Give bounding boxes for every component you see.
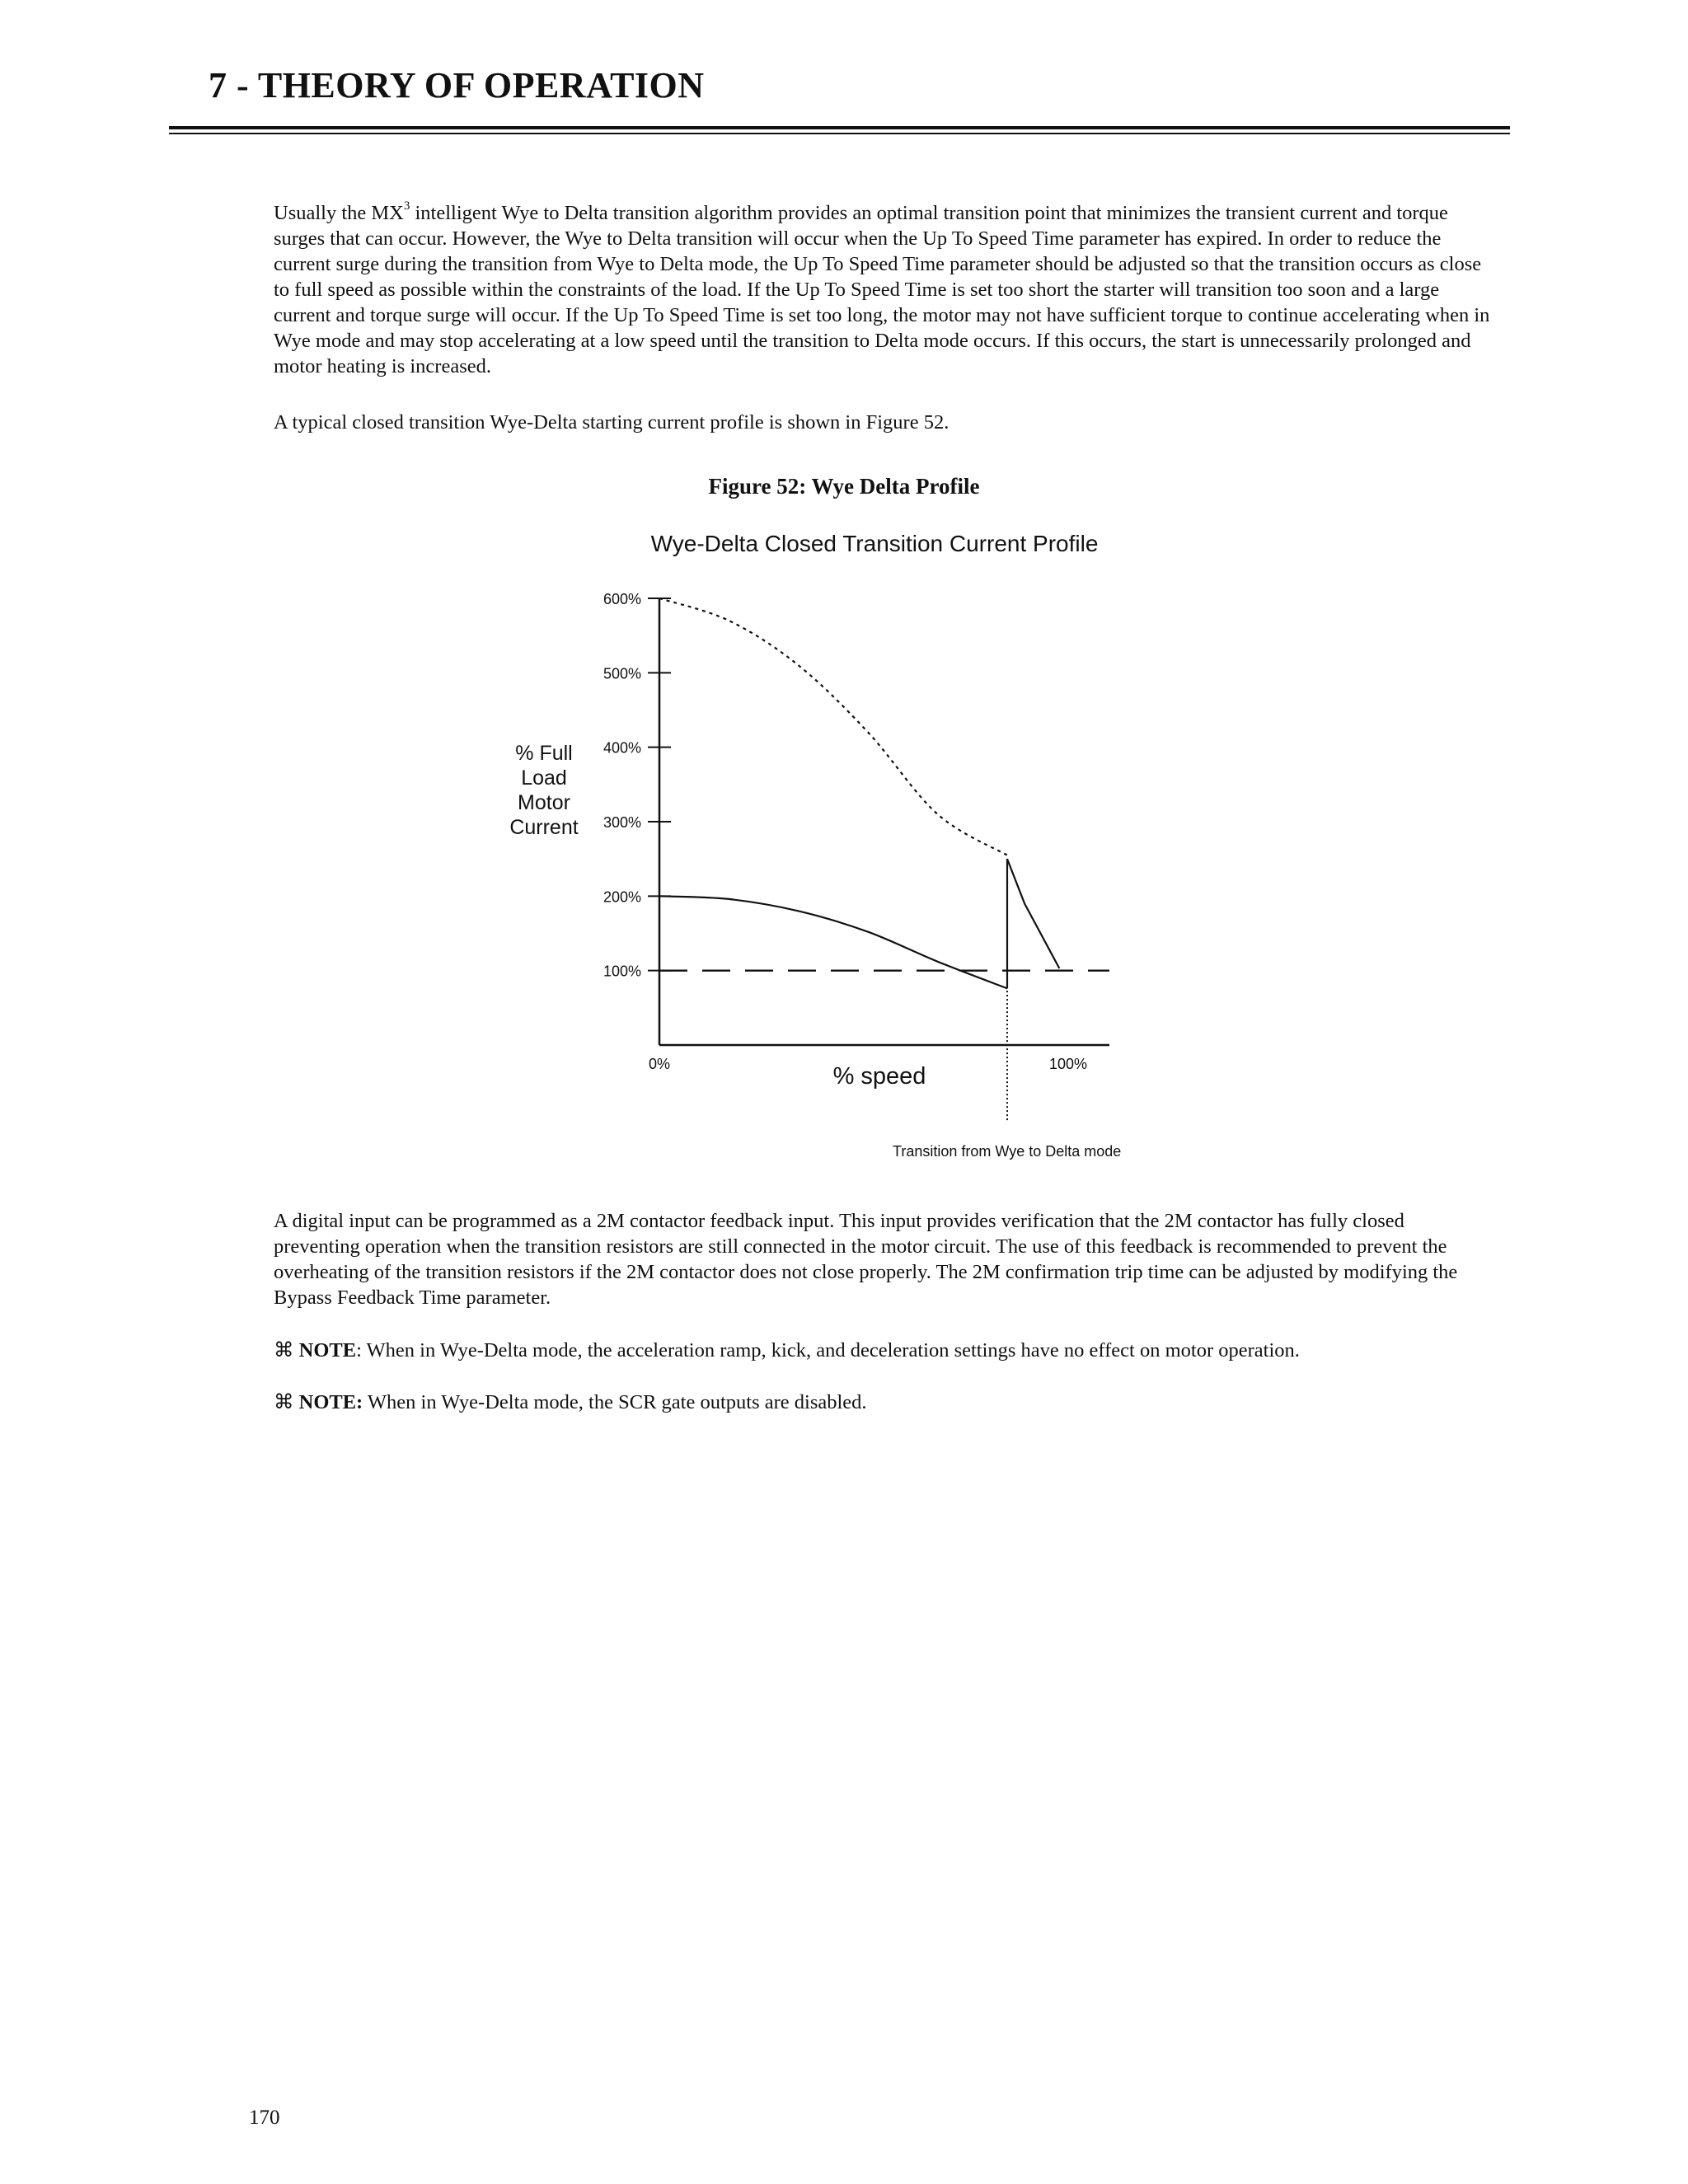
y-tick-label: 400% — [603, 739, 641, 757]
page-header-title: 7 - THEORY OF OPERATION — [209, 65, 705, 105]
y-axis-label-line: Motor — [518, 791, 570, 814]
note-1-label: NOTE — [298, 1339, 357, 1361]
series-line-0 — [659, 598, 1007, 855]
intro-superscript: 3 — [403, 199, 410, 213]
note-2-symbol-icon: ⌘ — [274, 1391, 294, 1413]
x-tick-label: 0% — [648, 1056, 671, 1072]
y-tick-label: 600% — [603, 591, 641, 607]
feedback-paragraph — [274, 1208, 1493, 1310]
note-2-label: NOTE: — [298, 1391, 363, 1413]
chart-title: Wye-Delta Closed Transition Current Profile — [650, 531, 1099, 556]
intro-text-post: intelligent Wye to Delta transition algorithm provides an optimal transition point that minimizes the transient current and torque surges that can occur. However, the Wye to Delta transition will occur when the Up To Speed Time parameter has expired. In order to reduce the current surge during the transition from Wye to Delta mode, the Up To Speed Time parameter should be adjusted so that the transition occurs as close to full speed as possible within the constraints of the load. If the Up To Speed Time is set too short the starter will transition too soon and a large current and torque surge will occur. If the Up To Speed Time is set too long, the motor may not have sufficient torque to continue accelerating when in Wye mode and may stop accelerating at a low speed until the transition to Delta mode occurs. If this occurs, the start is unnecessarily prolonged and motor heating is increased. — [274, 202, 1490, 377]
note-1-symbol-icon: ⌘ — [274, 1339, 294, 1361]
note-2 — [274, 1390, 1493, 1415]
y-axis-label-line: % Full — [515, 742, 573, 765]
x-tick-label: 100% — [1048, 1056, 1088, 1072]
y-tick-label: 300% — [603, 814, 641, 831]
y-tick-label: 200% — [603, 888, 641, 906]
transition-label: Transition from Wye to Delta mode — [893, 1143, 1122, 1160]
y-axis-label-line: Load — [521, 766, 567, 790]
figure-reference-text: A typical closed transition Wye-Delta starting current profile is shown in Figure 52. — [274, 411, 950, 434]
y-axis-label — [509, 742, 578, 839]
intro-text-pre: Usually the MX — [274, 202, 404, 224]
series-line-1 — [659, 896, 1007, 988]
x-axis-label: % speed — [832, 1063, 926, 1090]
note-1-text: : When in Wye-Delta mode, the acceleration ramp, kick, and deceleration settings have no effect on motor operation. — [356, 1339, 1300, 1361]
y-axis-label-line: Current — [509, 816, 579, 839]
page-number: 170 — [249, 2107, 280, 2129]
y-tick-label: 500% — [603, 665, 641, 682]
feedback-text: A digital input can be programmed as a 2M contactor feedback input. This input provides verification that the 2M contactor has fully closed preventing operation when the transition resistors are still connected in the motor circuit. The use of this feedback is recommended to prevent the overheating of the transition resistors if the 2M contactor does not close properly. The 2M confirmation trip time can be adjusted by modifying the Bypass Feedback Time parameter. — [274, 1210, 1458, 1309]
y-tick-label: 100% — [603, 963, 641, 980]
note-1 — [274, 1338, 1493, 1363]
figure-caption-text: Figure 52: Wye Delta Profile — [708, 474, 980, 499]
note-2-text: When in Wye-Delta mode, the SCR gate outputs are disabled. — [363, 1391, 867, 1413]
series-line-2 — [1007, 859, 1059, 988]
